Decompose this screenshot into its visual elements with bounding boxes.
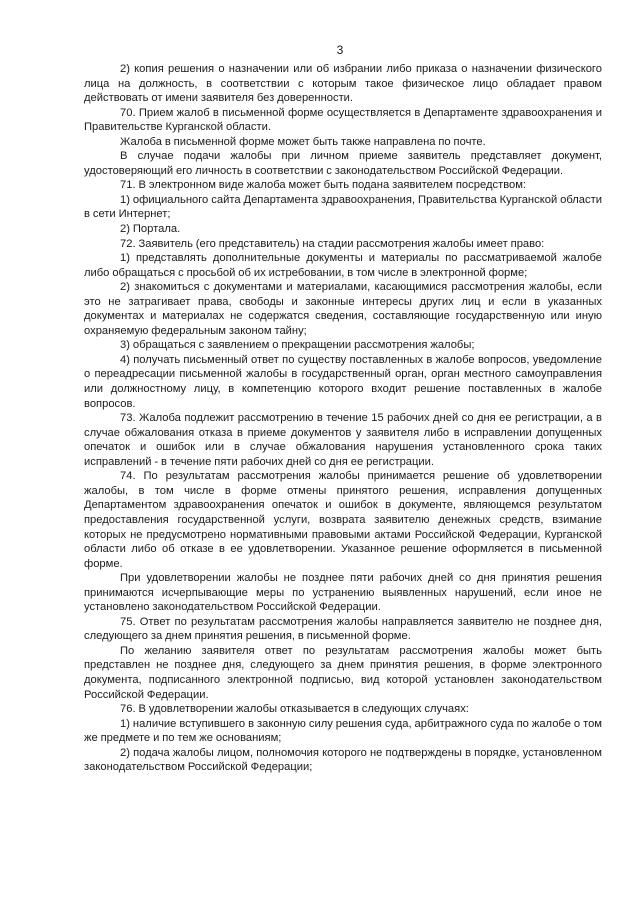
page-number: 3 xyxy=(336,43,344,57)
paragraph: 72. Заявитель (его представитель) на стадии рассмотрения жалобы имеет право: xyxy=(120,237,545,250)
paragraph: 4) получать письменный ответ по существу поставленных в жалобе вопросов, уведомление о переадресации письменной жалобы в государственный орган, орган местного самоуправления или должностному лицу, в компетенцию которого входит решение поставленных в жалобе вопросов. xyxy=(84,353,602,410)
paragraph: 73. Жалоба подлежит рассмотрению в течение 15 рабочих дней со дня ее регистрации, а в случае обжалования отказа в приеме документов у заявителя либо в исправлении допущенных опечаток и ошибок или в случае обжалования нарушения установленного срока таких исправлений - в течение пяти рабочих дней со дня ее регистрации. xyxy=(84,412,602,468)
document-body xyxy=(84,62,602,775)
paragraph: 75. Ответ по результатам рассмотрения жалобы направляется заявителю не позднее дня, следующего за днем принятия решения, в письменной форме. xyxy=(84,615,602,643)
paragraph: 1) официального сайта Департамента здравоохранения, Правительства Курганской области в сети Интернет; xyxy=(84,193,602,221)
paragraph: 74. По результатам рассмотрения жалобы принимается решение об удовлетворении жалобы, в том числе в форме отмены принятого решения, исправления допущенных Департаментом здравоохранения опечаток и ошибок в документе, являющемся результатом предоставления государственной услуги, возврата заявителю денежных средств, взимание которых не предусмотрено нормативными правовыми актами Российской Федерации, Курганской области либо об отказе в ее удовлетворении. Указанное решение оформляется в письменной форме. xyxy=(84,470,602,570)
paragraph: 71. В электронном виде жалоба может быть подана заявителем посредством: xyxy=(120,179,527,192)
paragraph: При удовлетворении жалобы не позднее пяти рабочих дней со дня принятия решения принимаются исчерпывающие меры по устранению выявленных нарушений, если иное не установлено законодательством Российской Федерации. xyxy=(84,572,602,614)
paragraph: 2) Портала. xyxy=(120,223,181,236)
paragraph: В случае подачи жалобы при личном приеме заявитель представляет документ, удостоверяющий его личность в соответствии с законодательством Российской Федерации. xyxy=(84,150,602,177)
paragraph: 2) знакомиться с документами и материалами, касающимися рассмотрения жалобы, если это не затрагивает права, свободы и законные интересы других лиц и если в указанных документах и материалах не содержатся сведения, составляющие государственную или иную охраняемую федеральным законом тайну; xyxy=(84,281,602,337)
paragraph: 2) копия решения о назначении или об избрании либо приказа о назначении физического лица на должность, в соответствии с которым такое физическое лицо обладает правом действовать от имени заявителя без доверенности. xyxy=(84,63,602,105)
paragraph: 1) представлять дополнительные документы и материалы по рассматриваемой жалобе либо обращаться с просьбой об их истребовании, в том числе в электронной форме; xyxy=(84,252,602,279)
paragraph: 76. В удовлетворении жалобы отказывается в следующих случаях: xyxy=(120,703,469,716)
paragraph: 1) наличие вступившего в законную силу решения суда, арбитражного суда по жалобе о том же предмете и по тем же основаниям; xyxy=(84,717,602,745)
paragraph: Жалоба в письменной форме может быть также направлена по почте. xyxy=(120,135,486,148)
paragraph: По желанию заявителя ответ по результатам рассмотрения жалобы может быть представлен не позднее дня, следующего за днем принятия решения, в форме электронного документа, подписанного электронной подписью, вид которой установлен законодательством Российской Федерации. xyxy=(84,644,602,701)
paragraph: 70. Прием жалоб в письменной форме осуществляется в Департаменте здравоохранения и Правительстве Курганской области. xyxy=(84,106,602,134)
paragraph: 2) подача жалобы лицом, полномочия которого не подтверждены в порядке, установленном законодательством Российской Федерации; xyxy=(84,746,602,774)
paragraph: 3) обращаться с заявлением о прекращении рассмотрения жалобы; xyxy=(120,339,475,352)
